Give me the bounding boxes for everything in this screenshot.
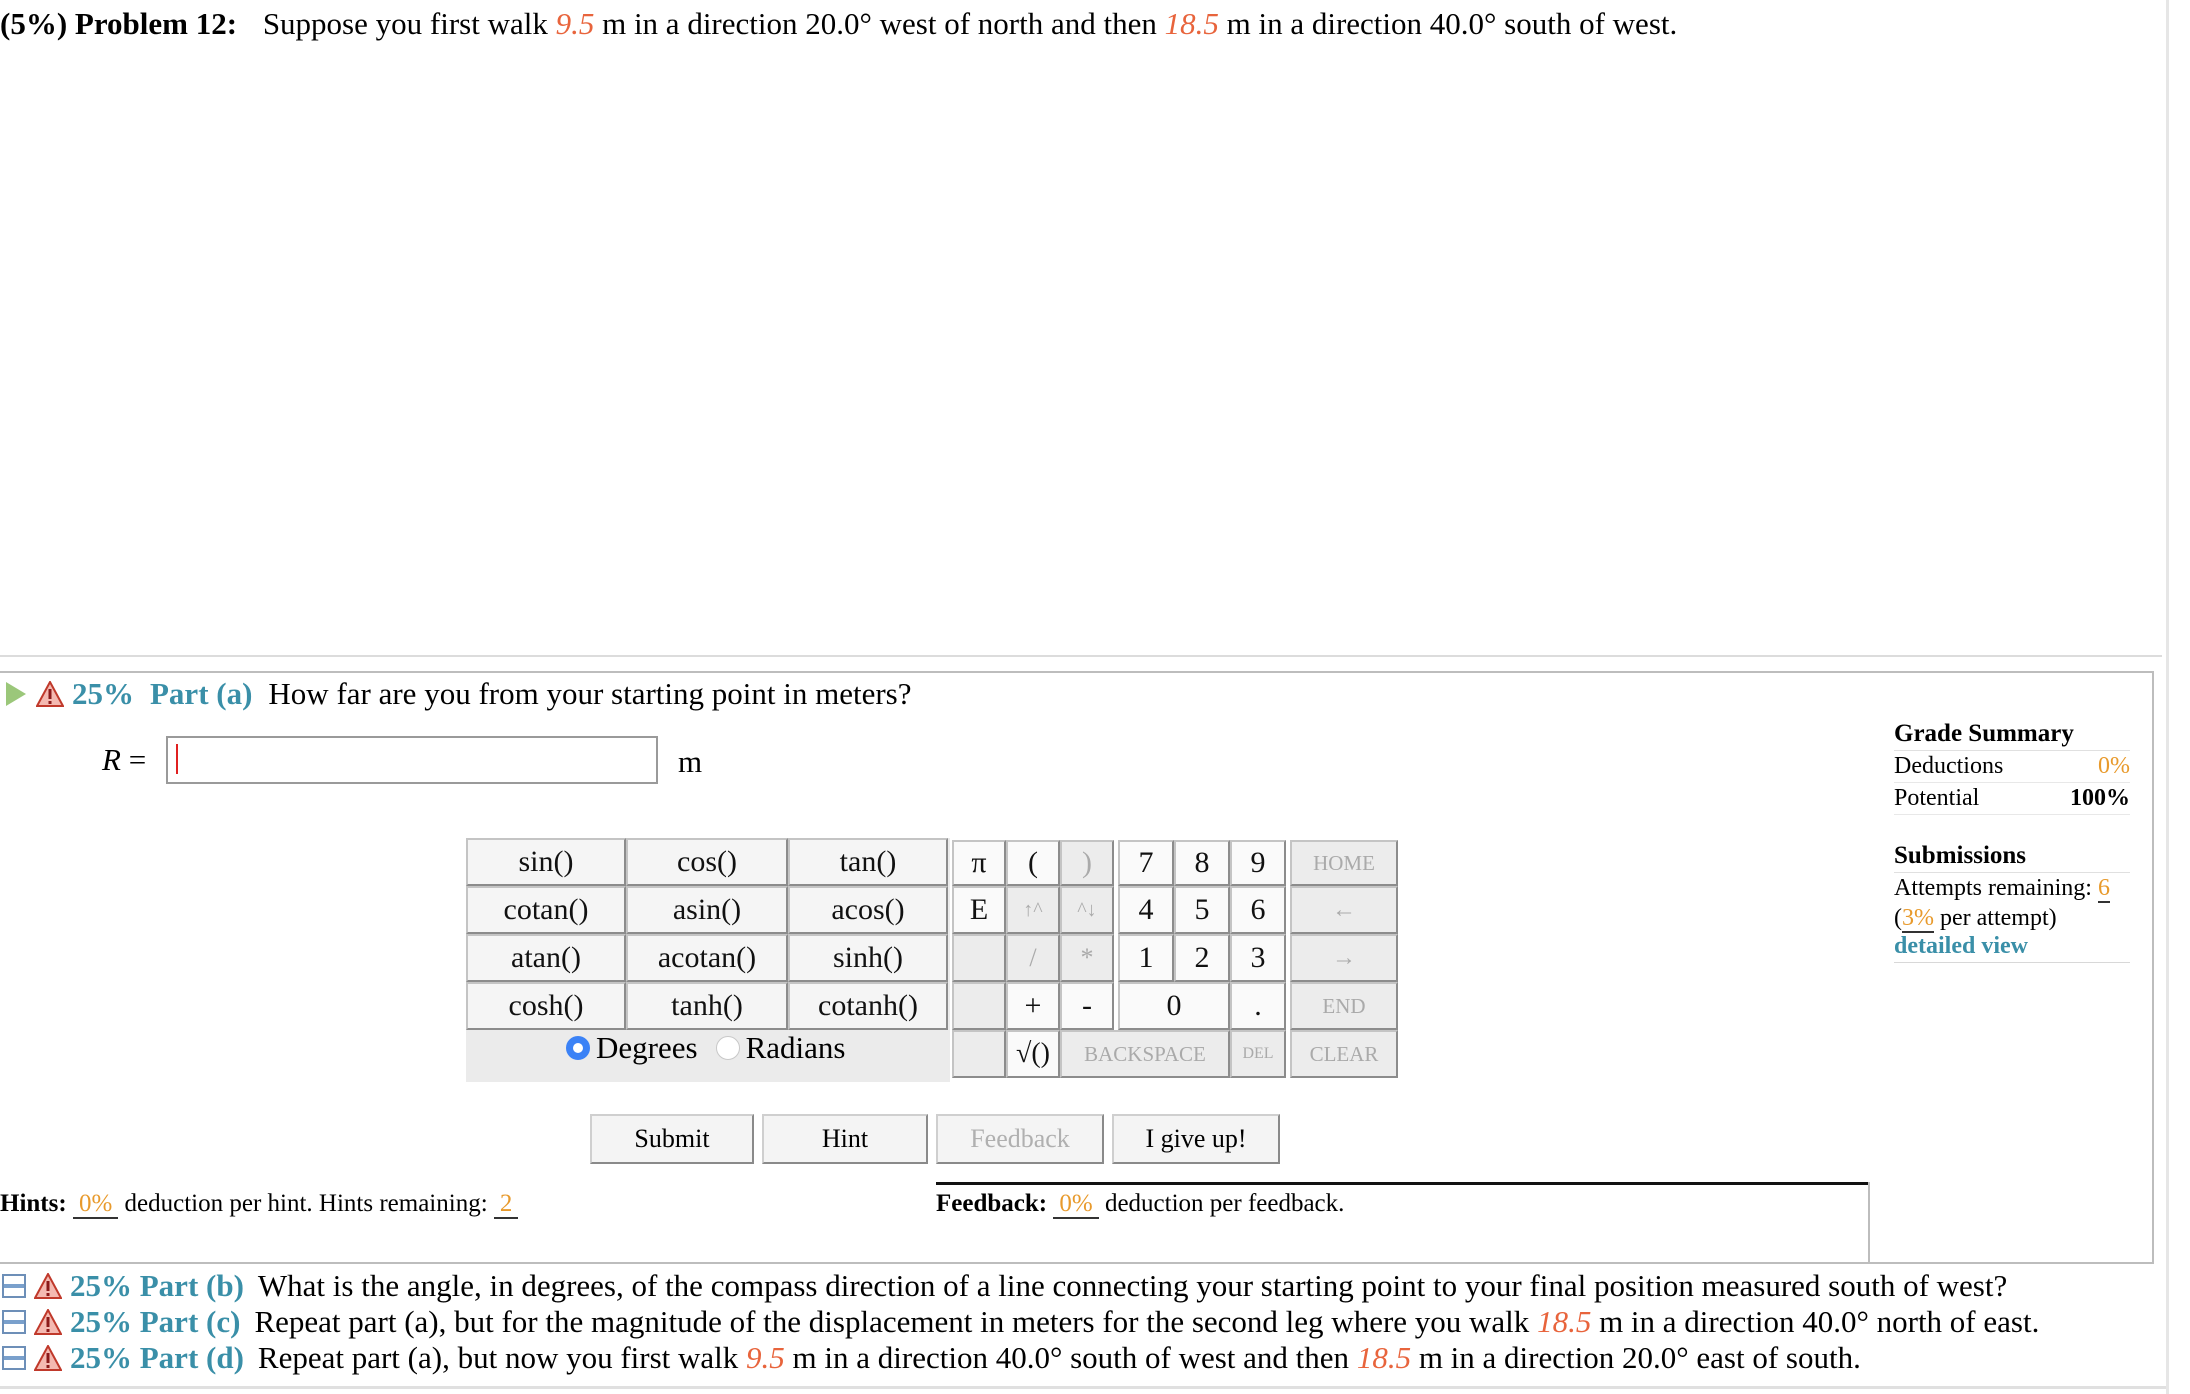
collapsed-part-icon[interactable] — [2, 1346, 26, 1370]
key-end[interactable]: END — [1290, 982, 1398, 1030]
part-c-percent: 25% — [70, 1304, 132, 1339]
part-d-text-3: m in a direction 20.0° east of south. — [1418, 1340, 1861, 1375]
part-a-question: How far are you from your starting point in meters? — [268, 676, 912, 711]
answer-unit: m — [678, 744, 703, 779]
degrees-radio[interactable] — [566, 1036, 590, 1060]
feedback-border — [1868, 1182, 1870, 1264]
sinh-button[interactable]: sinh() — [788, 934, 948, 982]
divider — [0, 655, 2162, 657]
per-attempt-row — [1894, 903, 2130, 933]
part-c-text-2: m in a direction 40.0° north of east. — [1599, 1304, 2040, 1339]
warning-icon — [34, 1309, 62, 1335]
warning-icon — [36, 681, 64, 707]
part-b-percent: 25% — [70, 1268, 132, 1303]
submit-button[interactable]: Submit — [590, 1114, 754, 1164]
key-open-paren[interactable]: ( — [1006, 840, 1060, 886]
part-d-value-1: 9.5 — [746, 1340, 785, 1375]
key-blank-3 — [952, 1030, 1006, 1078]
key-1[interactable]: 1 — [1118, 934, 1174, 982]
warning-icon — [34, 1273, 62, 1299]
angle-mode — [566, 1030, 845, 1066]
part-d-value-2: 18.5 — [1356, 1340, 1412, 1375]
part-b-label: Part (b) — [139, 1268, 244, 1303]
part-d-text-1: Repeat part (a), but now you first walk — [257, 1340, 739, 1375]
collapsed-part-icon[interactable] — [2, 1274, 26, 1298]
hints-info — [0, 1190, 518, 1218]
key-0[interactable]: 0 — [1118, 982, 1230, 1030]
part-a-percent: 25% — [72, 676, 134, 711]
key-close-paren[interactable]: ) — [1060, 840, 1114, 886]
part-a-header[interactable] — [0, 671, 912, 717]
per-attempt-text: per attempt) — [1940, 905, 2057, 931]
part-c-value-1: 18.5 — [1537, 1304, 1592, 1339]
grade-summary-title: Grade Summary — [1894, 720, 2130, 751]
hints-label: Hints: — [0, 1190, 67, 1217]
key-divide[interactable]: / — [1006, 934, 1060, 982]
key-minus[interactable]: - — [1060, 982, 1114, 1030]
radians-label[interactable]: Radians — [745, 1030, 846, 1065]
potential-label: Potential — [1894, 785, 1980, 811]
problem-value-1: 9.5 — [555, 6, 595, 41]
hint-button[interactable]: Hint — [762, 1114, 928, 1164]
part-d-label: Part (d) — [139, 1340, 244, 1375]
key-blank-2 — [952, 982, 1006, 1030]
key-right-arrow[interactable]: → — [1290, 934, 1398, 982]
feedback-button[interactable]: Feedback — [936, 1114, 1104, 1164]
atan-button[interactable]: atan() — [466, 934, 626, 982]
part-d-row[interactable] — [0, 1340, 1861, 1376]
key-del[interactable]: DEL — [1230, 1030, 1286, 1078]
part-c-row[interactable] — [0, 1304, 2039, 1340]
key-multiply[interactable]: * — [1060, 934, 1114, 982]
feedback-deduction: 0% — [1053, 1190, 1098, 1219]
answer-label — [102, 742, 146, 778]
feedback-label: Feedback: — [936, 1190, 1048, 1217]
answer-variable: R — [102, 742, 121, 777]
potential-row — [1894, 783, 2130, 815]
part-c-text-1: Repeat part (a), but for the magnitude of the displacement in meters for the second leg where you walk — [254, 1304, 1530, 1339]
key-e[interactable]: E — [952, 886, 1006, 934]
key-down[interactable]: ^↓ — [1060, 886, 1114, 934]
text-cursor — [176, 744, 178, 774]
cosh-button[interactable]: cosh() — [466, 982, 626, 1030]
key-home[interactable]: HOME — [1290, 840, 1398, 886]
key-8[interactable]: 8 — [1174, 840, 1230, 886]
key-sqrt[interactable]: √() — [1006, 1030, 1060, 1078]
acos-button[interactable]: acos() — [788, 886, 948, 934]
per-attempt-value: 3% — [1902, 905, 1934, 931]
page-right-border — [2166, 0, 2169, 1394]
deductions-value: 0% — [2098, 753, 2130, 779]
part-d-percent: 25% — [70, 1340, 132, 1375]
part-b-text: What is the angle, in degrees, of the compass direction of a line connecting your starting point to your final position measured south of west? — [257, 1268, 2008, 1303]
collapsed-part-icon[interactable] — [2, 1310, 26, 1334]
problem-text-1: Suppose you first walk — [262, 6, 548, 41]
key-9[interactable]: 9 — [1230, 840, 1286, 886]
attempts-label: Attempts remaining: — [1894, 875, 2092, 901]
cos-button[interactable]: cos() — [626, 838, 788, 886]
key-3[interactable]: 3 — [1230, 934, 1286, 982]
tanh-button[interactable]: tanh() — [626, 982, 788, 1030]
asin-button[interactable]: asin() — [626, 886, 788, 934]
part-d-text-2: m in a direction 40.0° south of west and then — [792, 1340, 1350, 1375]
key-4[interactable]: 4 — [1118, 886, 1174, 934]
part-b-row[interactable] — [0, 1268, 2007, 1304]
hints-remaining: 2 — [494, 1190, 519, 1219]
deductions-row — [1894, 751, 2130, 783]
problem-percent: (5%) — [0, 6, 68, 41]
key-up[interactable]: ↑^ — [1006, 886, 1060, 934]
part-a-label: Part (a) — [150, 676, 253, 711]
hints-deduction: 0% — [73, 1190, 118, 1219]
degrees-label[interactable]: Degrees — [596, 1030, 698, 1065]
submissions-title: Submissions — [1894, 842, 2130, 873]
problem-statement — [0, 6, 1677, 42]
acotan-button[interactable]: acotan() — [626, 934, 788, 982]
potential-value: 100% — [2070, 785, 2130, 811]
problem-text-3: m in a direction 40.0° south of west. — [1226, 6, 1678, 41]
radians-radio[interactable] — [716, 1036, 740, 1060]
grade-summary — [1894, 720, 2130, 815]
attempts-value: 6 — [2097, 875, 2110, 901]
key-backspace[interactable]: BACKSPACE — [1060, 1030, 1230, 1078]
feedback-info — [936, 1190, 1344, 1218]
key-7[interactable]: 7 — [1118, 840, 1174, 886]
detailed-view-link[interactable]: detailed view — [1894, 933, 2130, 963]
hints-text: deduction per hint. Hints remaining: — [124, 1190, 488, 1217]
part-c-label: Part (c) — [139, 1304, 241, 1339]
key-clear[interactable]: CLEAR — [1290, 1030, 1398, 1078]
sin-button[interactable]: sin() — [466, 838, 626, 886]
answer-equals: = — [128, 742, 147, 777]
problem-text-2: m in a direction 20.0° west of north and then — [602, 6, 1157, 41]
key-5[interactable]: 5 — [1174, 886, 1230, 934]
key-pi[interactable]: π — [952, 840, 1006, 886]
key-left-arrow[interactable]: ← — [1290, 886, 1398, 934]
expand-arrow-icon[interactable] — [6, 682, 26, 706]
key-plus[interactable]: + — [1006, 982, 1060, 1030]
attempts-row — [1894, 873, 2130, 903]
deductions-label: Deductions — [1894, 753, 2004, 779]
tan-button[interactable]: tan() — [788, 838, 948, 886]
answer-input[interactable] — [166, 736, 658, 784]
key-dot[interactable]: . — [1230, 982, 1286, 1030]
feedback-text: deduction per feedback. — [1104, 1190, 1345, 1217]
warning-icon — [34, 1345, 62, 1371]
cotanh-button[interactable]: cotanh() — [788, 982, 948, 1030]
bottom-border — [0, 1386, 2166, 1389]
key-blank — [952, 934, 1006, 982]
submissions-summary — [1894, 842, 2130, 963]
per-attempt-open: ( — [1894, 905, 1902, 931]
problem-label: Problem 12: — [74, 6, 238, 41]
cotan-button[interactable]: cotan() — [466, 886, 626, 934]
feedback-divider — [936, 1182, 1870, 1185]
give-up-button[interactable]: I give up! — [1112, 1114, 1280, 1164]
key-6[interactable]: 6 — [1230, 886, 1286, 934]
key-2[interactable]: 2 — [1174, 934, 1230, 982]
problem-value-2: 18.5 — [1164, 6, 1219, 41]
